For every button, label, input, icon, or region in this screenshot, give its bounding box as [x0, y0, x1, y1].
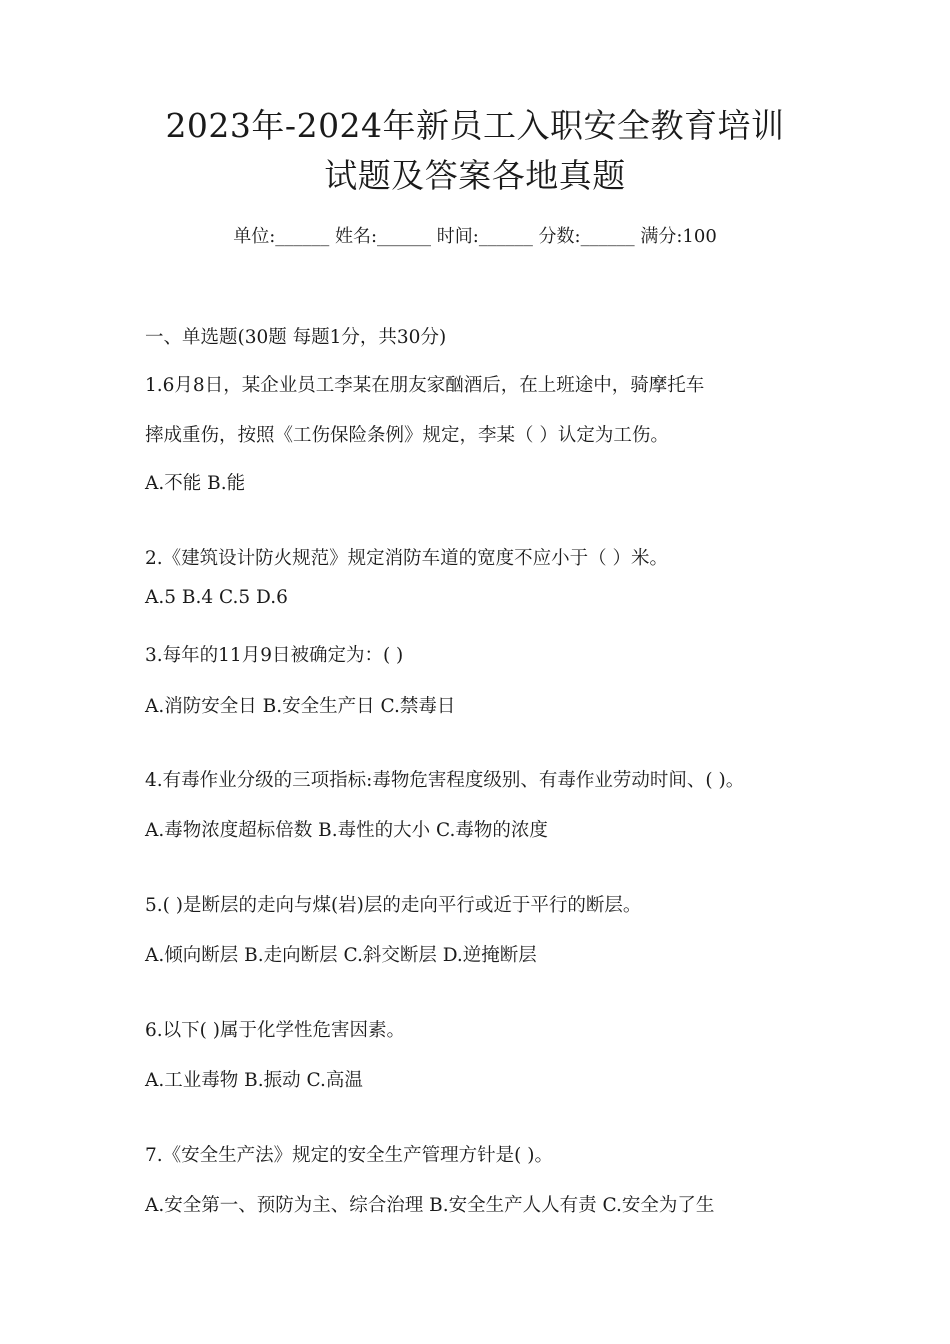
question-6-options: A.工业毒物 B.振动 C.高温 [145, 1070, 363, 1091]
question-7-stem: 7.《安全生产法》规定的安全生产管理方针是( )。 [145, 1145, 553, 1166]
section-heading: 一、单选题(30题 每题1分，共30分) [145, 327, 447, 348]
question-2-stem: 2.《建筑设计防火规范》规定消防车道的宽度不应小于（ ）米。 [145, 548, 669, 569]
question-7-options: A.安全第一、预防为主、综合治理 B.安全生产人人有责 C.安全为了生 [145, 1195, 715, 1216]
question-5-stem: 5.( )是断层的走向与煤(岩)层的走向平行或近于平行的断层。 [145, 895, 642, 916]
document-title-line-2: 试题及答案各地真题 [324, 156, 626, 195]
question-6-stem: 6.以下( )属于化学性危害因素。 [145, 1020, 405, 1041]
question-4-stem: 4.有毒作业分级的三项指标:毒物危害程度级别、有毒作业劳动时间、( )。 [145, 770, 745, 791]
exam-info-line: 单位:______ 姓名:______ 时间:______ 分数:______ 满分:100 [233, 226, 717, 247]
question-4-options: A.毒物浓度超标倍数 B.毒性的大小 C.毒物的浓度 [145, 820, 548, 841]
question-1-options: A.不能 B.能 [145, 473, 246, 494]
question-3-stem: 3.每年的11月9日被确定为：( ) [145, 645, 404, 666]
question-1-stem-line-1: 1.6月8日，某企业员工李某在朋友家酗酒后，在上班途中，骑摩托车 [145, 375, 705, 396]
question-5-options: A.倾向断层 B.走向断层 C.斜交断层 D.逆掩断层 [145, 945, 537, 966]
question-1-stem-line-2: 摔成重伤，按照《工伤保险条例》规定，李某（ ）认定为工伤。 [145, 425, 669, 446]
question-3-options: A.消防安全日 B.安全生产日 C.禁毒日 [145, 696, 456, 717]
document-title-line-1: 2023年-2024年新员工入职安全教育培训 [165, 106, 785, 145]
question-2-options: A.5 B.4 C.5 D.6 [145, 587, 288, 608]
